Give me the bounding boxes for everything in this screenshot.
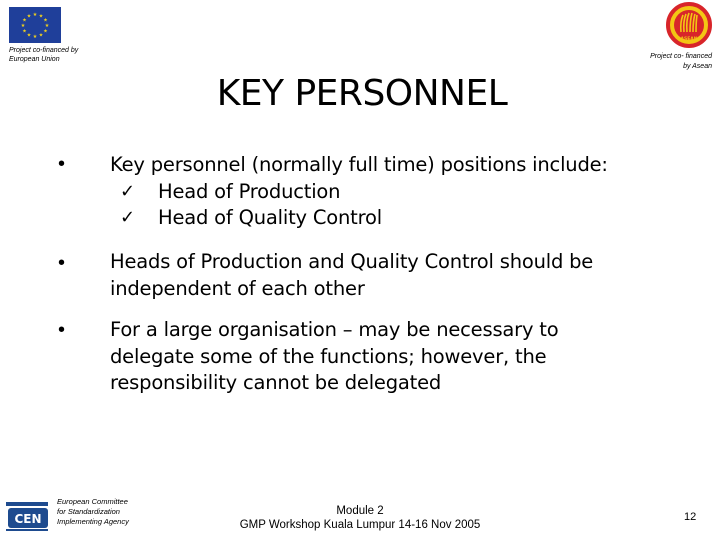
workshop-label: GMP Workshop Kuala Lumpur 14-16 Nov 2005 — [239, 519, 481, 531]
svg-text:★: ★ — [43, 17, 48, 24]
bullet-item: For a large organisation – may be necessary to delegate some of the functions; however, the responsibility cannot be delegated — [110, 318, 559, 394]
asean-logo-icon — [664, 2, 714, 48]
svg-text:★: ★ — [32, 34, 38, 40]
module-label: Module 2 — [336, 505, 384, 517]
bullet-item: Heads of Production and Quality Control should be independent of each other — [110, 250, 594, 300]
footer-info — [220, 504, 500, 532]
svg-text:★: ★ — [38, 32, 44, 39]
bullet-text: Key personnel (normally full time) positions include: — [110, 153, 608, 176]
sub-item: ✓ Head of Production — [110, 179, 690, 206]
svg-text:★: ★ — [32, 12, 38, 18]
slide-title: KEY PERSONNEL — [216, 73, 508, 114]
cen-caption: European Committee for Standardization Implementing Agency — [57, 497, 129, 526]
svg-text:★: ★ — [26, 13, 32, 20]
sub-list — [110, 179, 690, 232]
bullet-point-icon: • — [58, 153, 66, 175]
checkmark-icon: ✓ — [120, 207, 135, 228]
svg-text:★: ★ — [20, 23, 26, 29]
svg-text:★: ★ — [22, 28, 27, 35]
cen-logo-icon — [4, 498, 52, 534]
asean-funding-caption: Project co- financed by Asean — [650, 53, 712, 70]
bullet-point-icon: • — [58, 319, 66, 341]
svg-text:CEN: CEN — [14, 512, 42, 526]
svg-text:★: ★ — [43, 28, 48, 35]
svg-text:★: ★ — [38, 13, 44, 20]
checkmark-icon: ✓ — [120, 180, 135, 202]
svg-text:★: ★ — [44, 23, 50, 29]
svg-text:ASEAN: ASEAN — [680, 37, 698, 42]
page-number: 12 — [684, 511, 697, 523]
bullet-item — [110, 152, 690, 232]
eu-flag-icon — [9, 7, 61, 43]
svg-text:★: ★ — [26, 32, 32, 39]
sub-item: ✓ Head of Quality Control — [110, 205, 690, 232]
eu-funding-caption: Project co-financed by European Union — [9, 47, 79, 63]
svg-text:★: ★ — [22, 17, 27, 24]
bullet-point-icon: • — [58, 252, 66, 274]
